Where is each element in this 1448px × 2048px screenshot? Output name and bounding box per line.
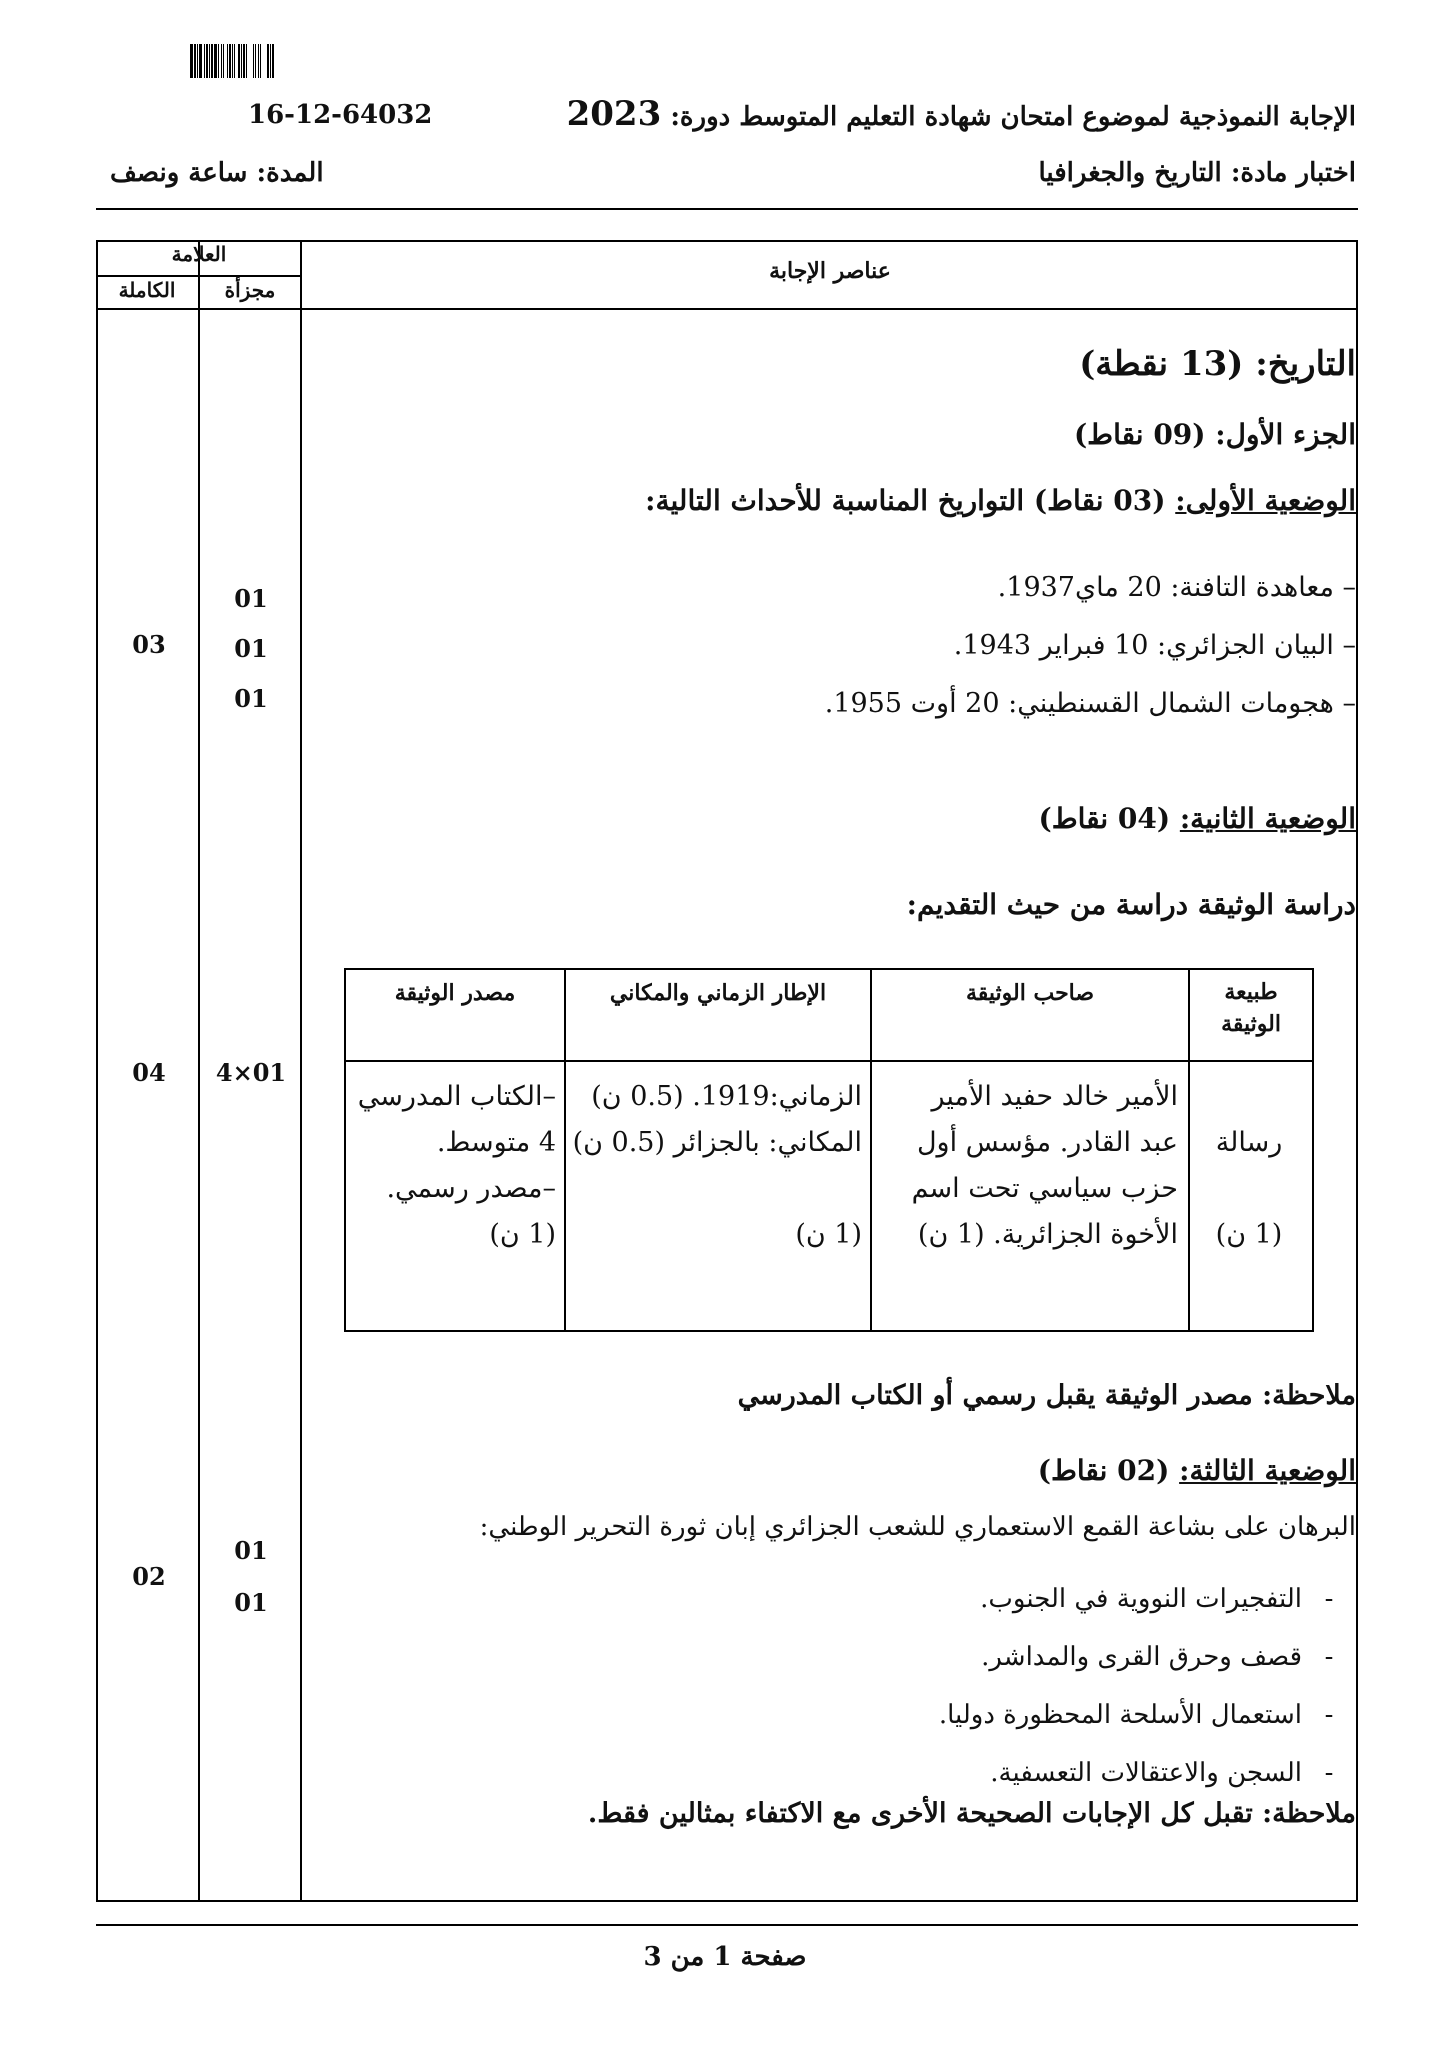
list-item: -التفجيرات النووية في الجنوب. [980, 1584, 1334, 1614]
doc-cell-author [876, 1074, 1178, 1258]
doc-header-source: مصدر الوثيقة [394, 980, 516, 1006]
doc-cell-line: (1 ن) [795, 1219, 862, 1250]
doc-cell-line: حزب سياسي تحت اسم [911, 1173, 1178, 1204]
partial-mark: 01 [234, 684, 268, 713]
list-item-text: التفجيرات النووية في الجنوب. [980, 1584, 1302, 1614]
doc-cell-line: الأمير خالد حفيد الأمير [931, 1081, 1178, 1112]
situation3-intro: البرهان على بشاعة القمع الاستعماري للشعب الجزائري إبان ثورة التحرير الوطني: [479, 1512, 1356, 1542]
situation3-text: (02 نقاط) [1037, 1454, 1180, 1487]
doc-header-nature [1190, 976, 1312, 1040]
section-title: التاريخ: (13 نقطة) [1079, 344, 1356, 384]
situation1-text: (03 نقاط) التواريخ المناسبة للأحداث التالية: [645, 484, 1176, 517]
doc-header-frame: الإطار الزماني والمكاني [609, 980, 827, 1006]
situation1-item: – هجومات الشمال القسنطيني: 20 أوت 1955. [824, 688, 1356, 719]
duration-label: المدة: ساعة ونصف [110, 158, 324, 188]
page-title [567, 94, 1356, 134]
doc-cell-line: الأخوة الجزائرية. (1 ن) [917, 1219, 1178, 1250]
partial-mark: 01 [234, 584, 268, 613]
mark-header: العلامة [171, 242, 227, 266]
column-divider [198, 240, 200, 1902]
list-item: -قصف وحرق القرى والمداشر. [981, 1642, 1334, 1672]
doc-cell-line [1192, 1166, 1306, 1212]
page-number: صفحة 1 من 3 [643, 1942, 807, 1972]
situation1-heading [645, 484, 1356, 517]
doc-cell-line: عبد القادر. مؤسس أول [916, 1127, 1178, 1158]
situation3-heading [1038, 1454, 1356, 1487]
footer-divider [96, 1924, 1358, 1926]
doc-table-col-divider [564, 968, 566, 1332]
doc-cell-line: –مصدر رسمي. [386, 1173, 556, 1204]
situation1-label: الوضعية الأولى: [1175, 484, 1356, 517]
doc-header-nature-line: الوثيقة [1221, 1011, 1281, 1037]
list-item-text: استعمال الأسلحة المحظورة دوليا. [938, 1700, 1302, 1730]
total-mark: 02 [132, 1562, 166, 1591]
doc-cell-line [570, 1166, 862, 1212]
header-divider [96, 208, 1358, 210]
partial-mark-header: مجزأة [224, 278, 276, 302]
total-mark: 03 [132, 630, 166, 659]
part-title: الجزء الأول: (09 نقاط) [1073, 418, 1356, 451]
subject-label: اختبار مادة: التاريخ والجغرافيا [1038, 158, 1356, 188]
doc-table-col-divider [870, 968, 872, 1332]
situation3-list [939, 1570, 1356, 1802]
list-item-text: السجن والاعتقالات التعسفية. [990, 1758, 1302, 1788]
situation2-label: الوضعية الثانية: [1179, 802, 1356, 835]
partial-mark: 01 [234, 1588, 268, 1617]
situation1-item: – معاهدة التافنة: 20 ماي1937. [997, 572, 1356, 603]
barcode-image [190, 44, 452, 78]
doc-cell-nature [1192, 1120, 1306, 1258]
row-divider [96, 308, 1358, 310]
situation3-note: ملاحظة: تقبل كل الإجابات الصحيحة الأخرى مع الاكتفاء بمثالين فقط. [587, 1798, 1356, 1829]
column-divider [300, 240, 302, 1902]
doc-header-author: صاحب الوثيقة [965, 980, 1095, 1006]
partial-mark: 01 [234, 634, 268, 663]
doc-cell-source [350, 1074, 556, 1258]
doc-cell-line: –الكتاب المدرسي [357, 1081, 556, 1112]
doc-cell-line: الزماني:1919. (0.5 ن) [591, 1081, 862, 1112]
title-prefix: الإجابة النموذجية لموضوع امتحان شهادة التعليم المتوسط دورة: [670, 102, 1356, 132]
situation2-intro: دراسة الوثيقة دراسة من حيث التقديم: [906, 888, 1356, 921]
title-year: 2023 [566, 94, 662, 134]
doc-cell-line: المكاني: بالجزائر (0.5 ن) [572, 1127, 862, 1158]
total-mark: 04 [132, 1058, 166, 1087]
partial-mark: 01 [234, 1536, 268, 1565]
doc-table-row-divider [344, 1060, 1314, 1062]
situation1-item: – البيان الجزائري: 10 فبراير 1943. [953, 630, 1356, 661]
situation2-heading [1038, 802, 1356, 835]
list-item: -السجن والاعتقالات التعسفية. [990, 1758, 1334, 1788]
answer-elements-header: عناصر الإجابة [769, 258, 891, 284]
doc-cell-line: 4 متوسط. [436, 1127, 556, 1158]
exam-code: 16-12-64032 [248, 100, 433, 130]
row-divider [96, 275, 302, 277]
doc-header-nature-line: طبيعة [1224, 979, 1278, 1005]
situation2-text: (04 نقاط) [1038, 802, 1180, 835]
total-mark-header: الكاملة [118, 278, 176, 302]
doc-cell-frame [570, 1074, 862, 1258]
situation3-label: الوضعية الثالثة: [1179, 1454, 1356, 1487]
doc-cell-line: (1 ن) [489, 1219, 556, 1250]
list-item-text: قصف وحرق القرى والمداشر. [981, 1642, 1302, 1672]
doc-cell-line: رسالة [1215, 1127, 1283, 1158]
doc-cell-line: (1 ن) [1215, 1219, 1283, 1250]
situation2-note: ملاحظة: مصدر الوثيقة يقبل رسمي أو الكتاب المدرسي [737, 1380, 1356, 1411]
partial-mark: 4×01 [215, 1058, 287, 1087]
list-item: -استعمال الأسلحة المحظورة دوليا. [938, 1700, 1334, 1730]
